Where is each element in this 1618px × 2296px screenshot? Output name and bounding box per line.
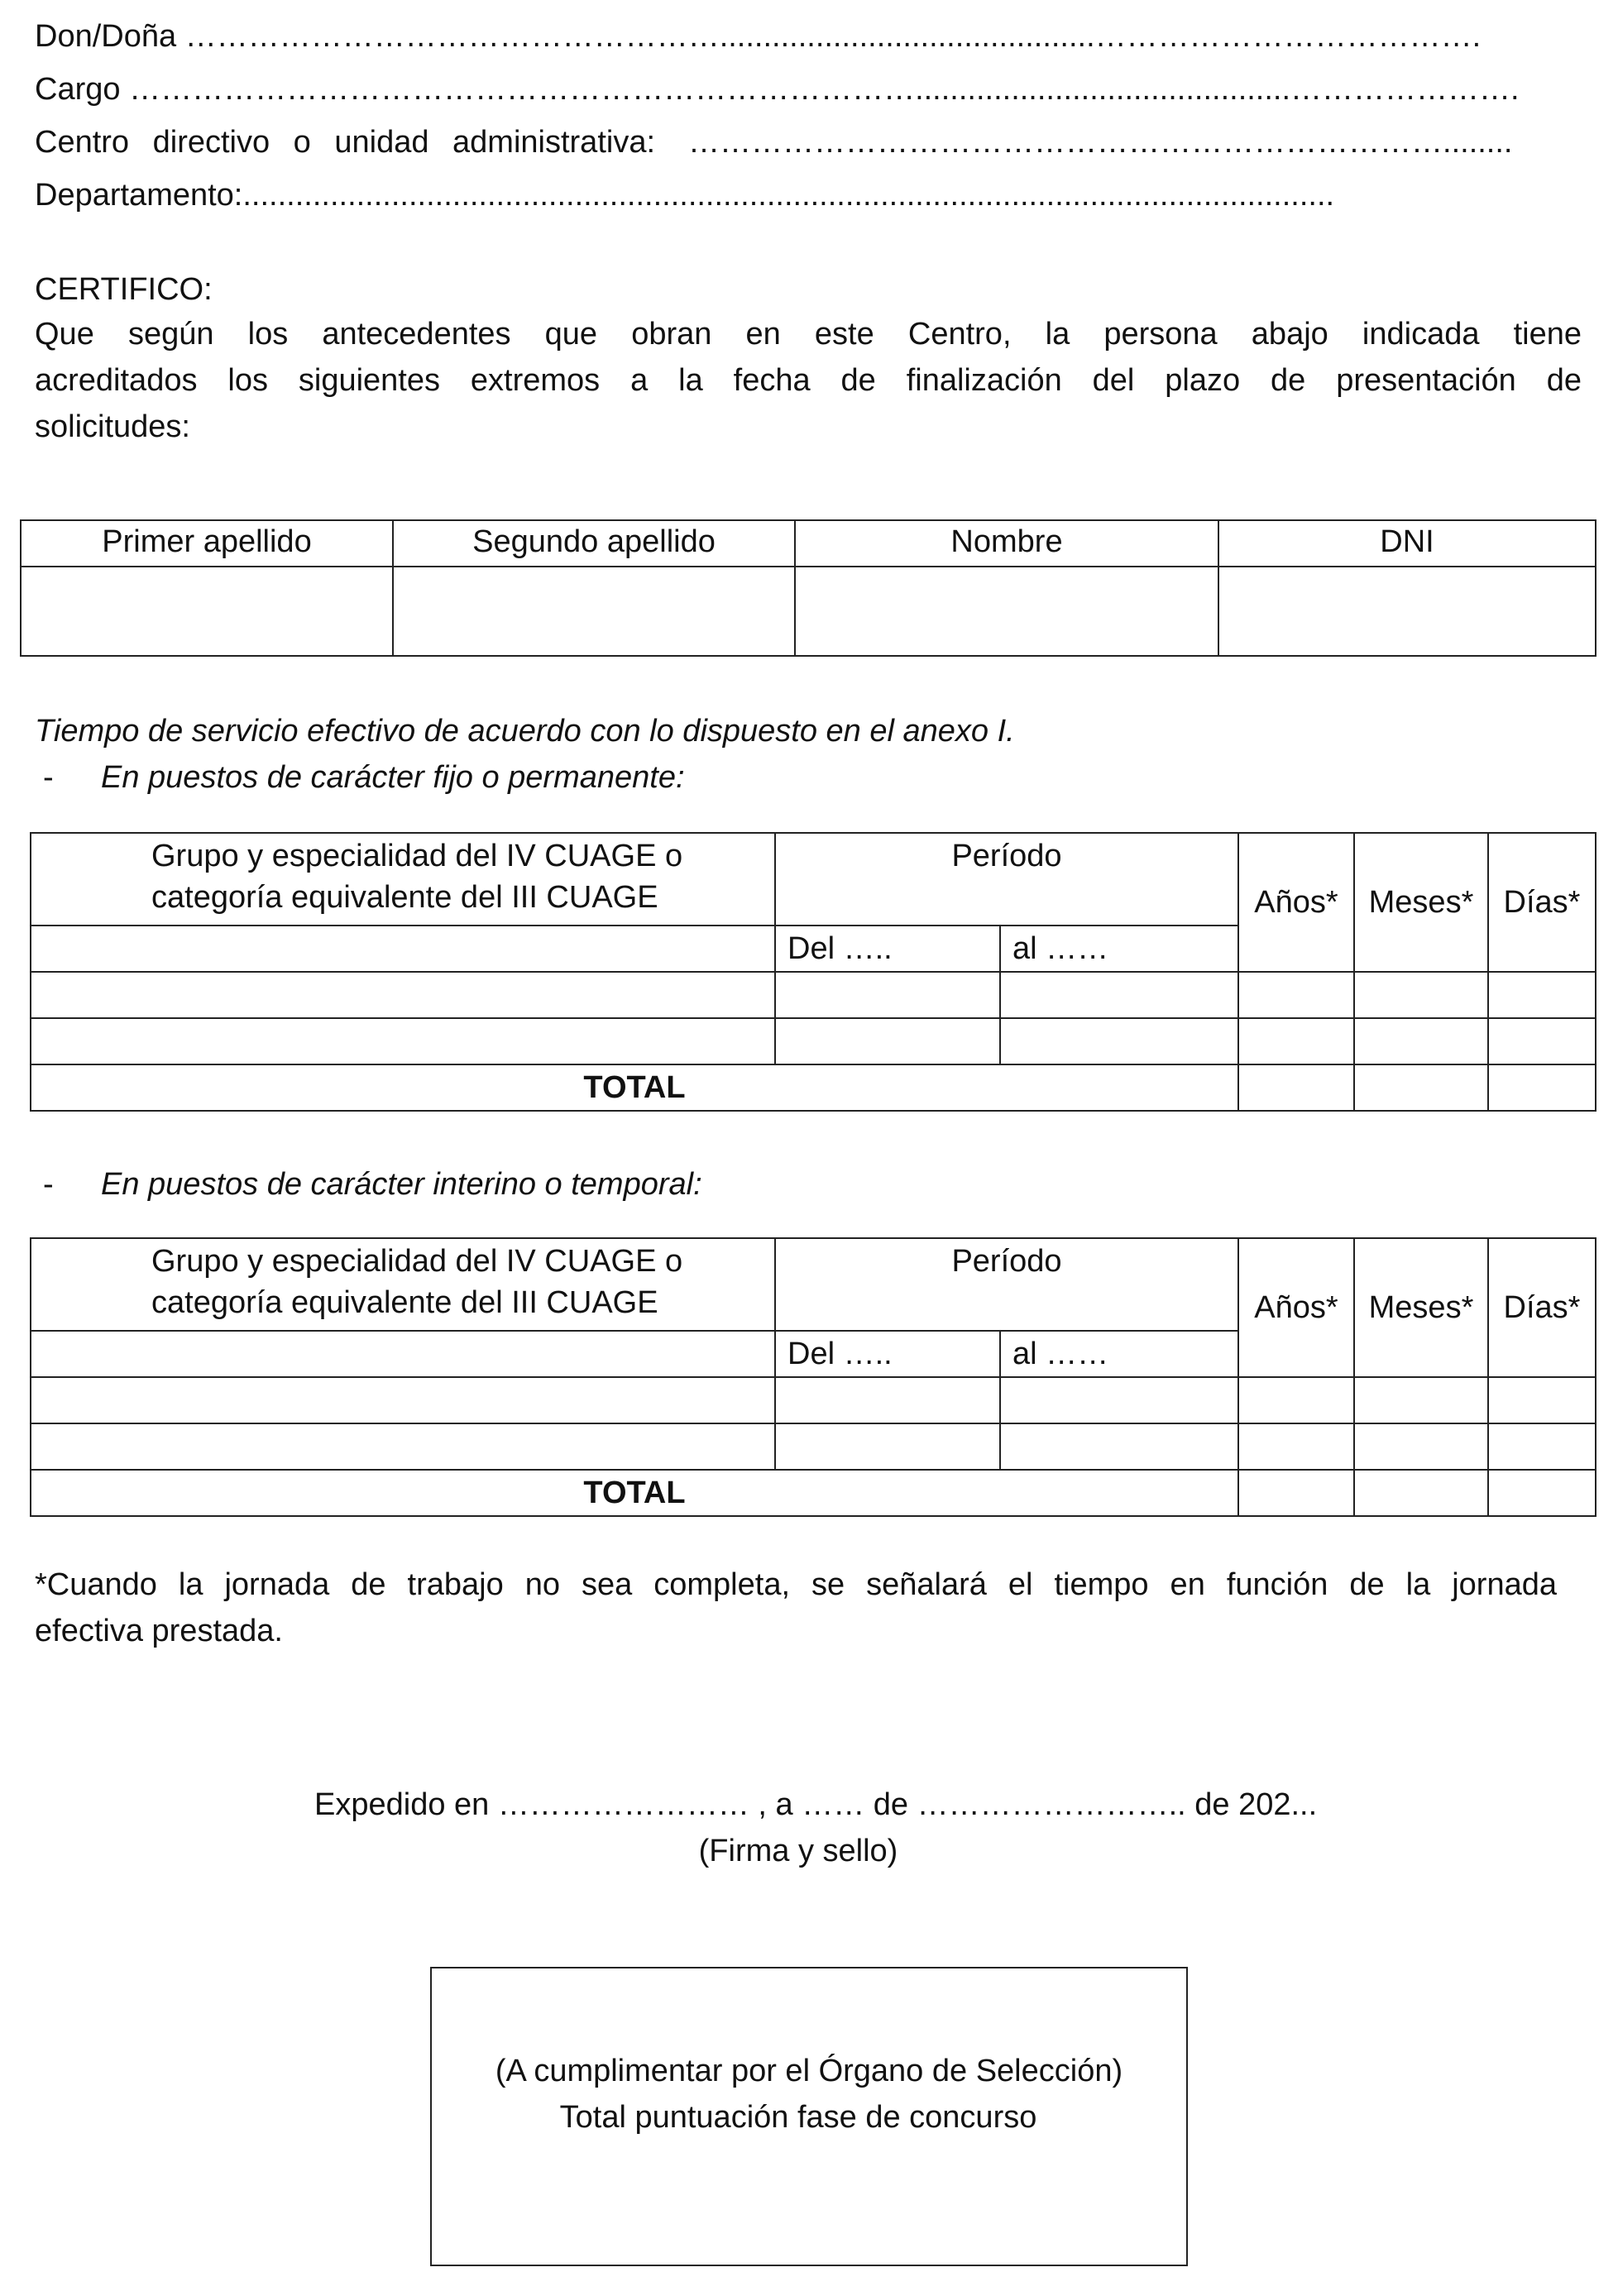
temporary-service-table	[30, 1237, 1596, 1517]
cell-dni[interactable]	[1218, 567, 1596, 656]
cargo-label: Cargo	[35, 72, 121, 107]
departamento-dots: .............................................................................................................................	[242, 178, 1335, 213]
group-header-line-2: categoría equivalente del III CUAGE	[151, 880, 658, 915]
cell-meses[interactable]	[1354, 1018, 1488, 1064]
al-header: al ……	[1000, 1331, 1238, 1377]
footnote-line-1: *Cuando la jornada de trabajo no sea completa, se señalará el tiempo en función de la jornada	[35, 1567, 1557, 1602]
cell-meses[interactable]	[1354, 972, 1488, 1018]
certifico-line-3: solicitudes:	[35, 409, 190, 444]
dash-fixed: -	[43, 760, 54, 795]
group-header-line-2: categoría equivalente del III CUAGE	[151, 1285, 658, 1320]
group-header-line-1: Grupo y especialidad del IV CUAGE o	[151, 1244, 683, 1279]
temp-label: En puestos de carácter interino o temporal:	[101, 1167, 702, 1202]
certifico-line-2: acreditados los siguientes extremos a la fecha de finalización del plazo de presentación de	[35, 363, 1582, 398]
table-row	[31, 1018, 1596, 1064]
group-subheader-cell	[31, 1331, 775, 1377]
certifico-line-1: Que según los antecedentes que obran en este Centro, la persona abajo indicada tiene	[35, 317, 1582, 352]
cell-group[interactable]	[31, 1423, 775, 1470]
cell-meses[interactable]	[1354, 1377, 1488, 1423]
cell-anos[interactable]	[1238, 1377, 1354, 1423]
selection-box	[430, 1967, 1188, 2266]
cell-al[interactable]	[1000, 1018, 1238, 1064]
don-dona-dots: ……………………………………………...........................................……………………………….	[184, 19, 1482, 54]
del-header: Del …..	[775, 926, 1000, 972]
cell-dias[interactable]	[1488, 972, 1596, 1018]
cell-al[interactable]	[1000, 1377, 1238, 1423]
selection-box-line-1: (A cumplimentar por el Órgano de Selección)	[495, 2054, 1123, 2088]
header-primer-apellido: Primer apellido	[21, 520, 393, 567]
firma-label: (Firma y sello)	[698, 1834, 898, 1868]
cell-del[interactable]	[775, 1377, 1000, 1423]
don-dona-label: Don/Doña	[35, 19, 177, 54]
cell-dias[interactable]	[1488, 1377, 1596, 1423]
don-dona-field	[35, 17, 1481, 56]
centro-dots: ………………………………………………………………........	[688, 125, 1513, 160]
centro-field	[35, 122, 1582, 162]
group-header	[31, 833, 775, 926]
cell-meses[interactable]	[1354, 1423, 1488, 1470]
total-anos[interactable]	[1238, 1064, 1354, 1111]
cell-dias[interactable]	[1488, 1423, 1596, 1470]
dias-header: Días*	[1488, 833, 1596, 972]
del-header: Del …..	[775, 1331, 1000, 1377]
meses-header: Meses*	[1354, 1238, 1488, 1377]
departamento-label: Departamento:	[35, 178, 243, 213]
certifico-title: CERTIFICO:	[35, 272, 213, 307]
table-row	[31, 972, 1596, 1018]
person-table	[20, 519, 1596, 657]
footnote-line-2: efectiva prestada.	[35, 1614, 283, 1648]
cell-del[interactable]	[775, 972, 1000, 1018]
dias-header: Días*	[1488, 1238, 1596, 1377]
cell-nombre[interactable]	[795, 567, 1218, 656]
fixed-service-table	[30, 832, 1596, 1112]
periodo-header: Período	[775, 833, 1238, 926]
cell-anos[interactable]	[1238, 972, 1354, 1018]
periodo-header: Período	[775, 1238, 1238, 1331]
expedido-line: Expedido en …………………… , a …… de …………………….. de 202...	[314, 1787, 1318, 1822]
group-subheader-cell	[31, 926, 775, 972]
dash-temp: -	[43, 1167, 54, 1202]
departamento-field	[35, 175, 1334, 215]
total-dias[interactable]	[1488, 1470, 1596, 1516]
cell-anos[interactable]	[1238, 1423, 1354, 1470]
total-dias[interactable]	[1488, 1064, 1596, 1111]
cargo-dots: …………………………………………………………………...........................................………………….	[129, 72, 1520, 107]
cell-al[interactable]	[1000, 1423, 1238, 1470]
total-meses[interactable]	[1354, 1064, 1488, 1111]
selection-box-line-2: Total puntuación fase de concurso	[559, 2100, 1037, 2135]
cell-group[interactable]	[31, 972, 775, 1018]
table-row	[31, 1377, 1596, 1423]
cell-segundo-apellido[interactable]	[393, 567, 795, 656]
cell-al[interactable]	[1000, 972, 1238, 1018]
header-nombre: Nombre	[795, 520, 1218, 567]
cell-dias[interactable]	[1488, 1018, 1596, 1064]
table-row	[31, 1423, 1596, 1470]
group-header	[31, 1238, 775, 1331]
cell-del[interactable]	[775, 1423, 1000, 1470]
header-segundo-apellido: Segundo apellido	[393, 520, 795, 567]
service-title: Tiempo de servicio efectivo de acuerdo con lo dispuesto en el anexo I.	[35, 714, 1015, 749]
cell-group[interactable]	[31, 1377, 775, 1423]
total-label: TOTAL	[31, 1064, 1238, 1111]
centro-label: Centro directivo o unidad administrativa:	[35, 125, 656, 160]
group-header-line-1: Grupo y especialidad del IV CUAGE o	[151, 839, 683, 873]
total-label: TOTAL	[31, 1470, 1238, 1516]
cell-anos[interactable]	[1238, 1018, 1354, 1064]
meses-header: Meses*	[1354, 833, 1488, 972]
header-dni: DNI	[1218, 520, 1596, 567]
al-header: al ……	[1000, 926, 1238, 972]
anos-header: Años*	[1238, 833, 1354, 972]
cell-del[interactable]	[775, 1018, 1000, 1064]
anos-header: Años*	[1238, 1238, 1354, 1377]
cargo-field	[35, 69, 1520, 109]
fixed-label: En puestos de carácter fijo o permanente:	[101, 760, 685, 795]
total-anos[interactable]	[1238, 1470, 1354, 1516]
cell-primer-apellido[interactable]	[21, 567, 393, 656]
total-meses[interactable]	[1354, 1470, 1488, 1516]
cell-group[interactable]	[31, 1018, 775, 1064]
